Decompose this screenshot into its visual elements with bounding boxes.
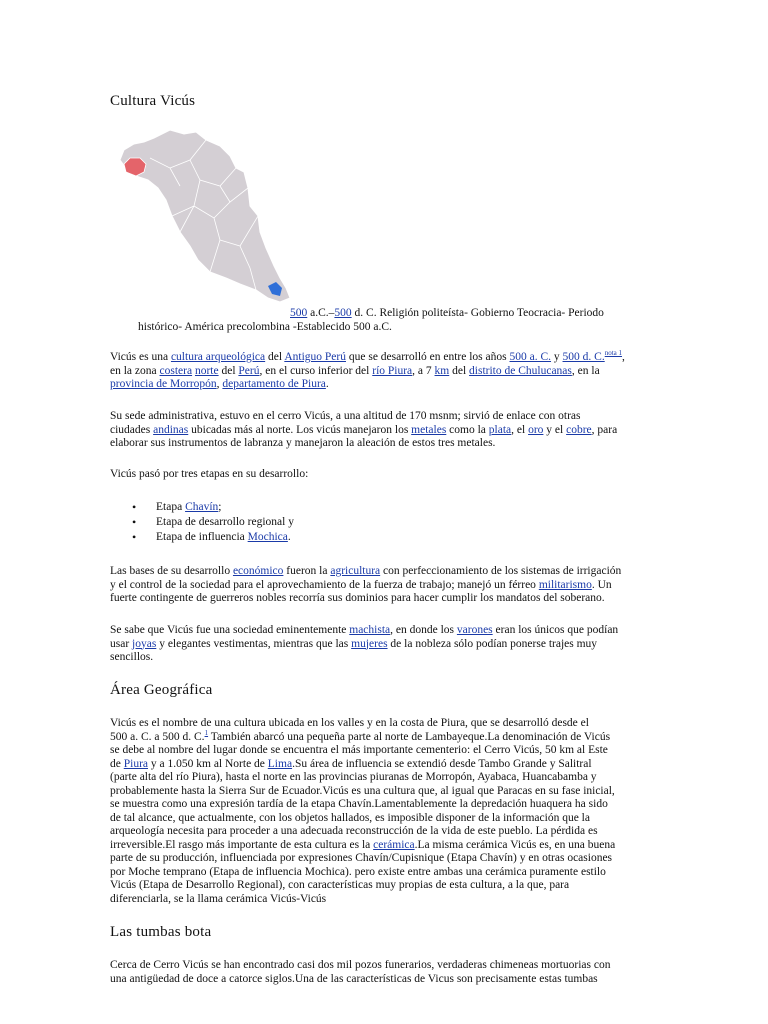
text: Vicús es una [110, 351, 171, 363]
link-500-dc[interactable]: 500 d. C. [562, 351, 605, 363]
link-metales[interactable]: metales [411, 423, 447, 436]
text-line: (parte alta del río Piura), hasta el norte en las provincias piuranas de Morropón, Ayabaca, Huancabamba y [110, 771, 597, 783]
link-agricultura[interactable]: agricultura [330, 565, 381, 577]
caption-link-500dc[interactable]: 500 [334, 307, 352, 319]
link-lima[interactable]: Lima [267, 757, 293, 770]
text-line: diferenciarla, se la llama cerámica Vicús-Vicús [110, 892, 327, 905]
paragraph-intro [110, 351, 658, 392]
link-cobre[interactable]: cobre [566, 423, 592, 436]
paragraph-area [110, 717, 658, 906]
text: ciudades [110, 423, 154, 436]
text: con perfeccionamiento de los sistemas de irrigación [380, 565, 622, 577]
text: Etapa [156, 501, 186, 513]
text-line: se debe al nombre del lugar donde se encuentra el más importante cementerio: el Cerro Vicús, 50 km al Este [110, 744, 608, 756]
caption-line-2: histórico- América precolombina -Establecido 500 a.C. [138, 320, 392, 333]
link-km[interactable]: km [434, 364, 450, 377]
text: de [110, 757, 124, 770]
link-departamento-piura[interactable]: departamento de Piura [222, 378, 326, 390]
text: , para [591, 423, 618, 436]
text-line: Vicús (Etapa de Desarrollo Regional), con características muy propias de esta cultura, a la que, para [110, 879, 570, 891]
note-link[interactable]: nota 1 [604, 349, 623, 358]
paragraph-bases [110, 565, 658, 606]
page-title: Cultura Vicús [110, 93, 196, 109]
text: . [325, 378, 329, 390]
text-line: una antigüedad de doce a catorce siglos.Una de las características de Vicus son precisamente estas tumbas [110, 972, 598, 985]
text-line: sencillos. [110, 651, 154, 663]
paragraph-tumbas [110, 959, 658, 986]
link-plata[interactable]: plata [488, 423, 512, 436]
link-piura[interactable]: Piura [123, 757, 149, 770]
text: que se desarrolló en entre los años [345, 351, 510, 363]
link-varones[interactable]: varones [456, 624, 493, 636]
link-joyas[interactable]: joyas [132, 637, 157, 650]
text-line: Cerca de Cerro Vicús se han encontrado casi dos mil pozos funerarios, verdaderas chimeneas mortuorias con [110, 959, 611, 971]
link-rio-piura[interactable]: río Piura [372, 364, 413, 377]
text-line: por Moche temprano (Etapa de influencia Mochica). pero existe entre ambas una cerámica puramente estilo [110, 865, 606, 878]
link-chavin[interactable]: Chavín [185, 501, 219, 513]
paragraph-etapas: Vicús pasó por tres etapas en su desarrollo: [110, 468, 309, 480]
text-line: parte de su producción, influenciada por expresiones Chavín/Cupisnique (Etapa Chavín) y en otras ocasiones [110, 852, 613, 864]
map-caption [138, 307, 638, 334]
text: , en la [571, 364, 600, 377]
list-item [132, 530, 294, 545]
paragraph-sociedad [110, 624, 658, 665]
text: ubicadas más al norte. Los vicús manejaron los [188, 423, 412, 436]
text: , en donde los [390, 624, 457, 636]
text: y a 1.050 km al Norte de [148, 757, 268, 770]
text: eran los únicos que podían [492, 624, 619, 636]
text-line: se muestra como una expresión tardía de la etapa Chavín.Lamentablemente la depredación huaquera ha sido [110, 798, 608, 810]
text: . [287, 531, 291, 543]
link-mochica[interactable]: Mochica [247, 531, 288, 543]
caption-text: a.C.– [307, 307, 335, 319]
text: . Un [591, 578, 612, 591]
text: y [551, 351, 563, 363]
footnote-link[interactable]: 1 [204, 728, 209, 737]
link-mujeres[interactable]: mujeres [351, 637, 388, 650]
caption-link-500ac[interactable]: 500 [290, 307, 308, 319]
link-militarismo[interactable]: militarismo [538, 578, 592, 591]
list-item [132, 515, 294, 530]
text: , el [511, 423, 529, 436]
text: , en el curso inferior del [259, 364, 373, 377]
text-line: probablemente hasta la Sierra Sur de Ecuador.Vicús es una cultura que, al igual que Paracas en su fase inicial, [110, 784, 615, 797]
link-machista[interactable]: machista [349, 624, 391, 636]
link-500-ac[interactable]: 500 a. C. [509, 351, 552, 363]
text-line: arqueología necesita para proceder a una adecuada reconstrucción de la vida de este pueblo. La pérdida es [110, 825, 598, 837]
text: , [622, 351, 625, 363]
link-distrito-chulucanas[interactable]: distrito de Chulucanas [469, 364, 572, 377]
text-line: elaborar sus instrumentos de labranza y manejaron la aleación de estos tres metales. [110, 437, 496, 449]
link-provincia-morropon[interactable]: provincia de Morropón [110, 378, 217, 390]
text-line: fuerte contingente de guerreros nobles recorría sus dominios para hacer cumplir los mandatos del soberano. [110, 592, 605, 604]
list-item [132, 500, 294, 515]
link-costera[interactable]: costera [159, 364, 193, 377]
link-antiguo-peru[interactable]: Antiguo Perú [284, 351, 346, 363]
etapas-list [132, 500, 294, 545]
link-ceramica[interactable]: cerámica [373, 838, 415, 851]
text: del [449, 364, 470, 377]
text: Se sabe que Vicús fue una sociedad eminentemente [110, 624, 350, 636]
text: usar [110, 637, 133, 650]
link-norte[interactable]: norte [194, 364, 219, 377]
text: También abarcó una pequeña parte al norte de Lambayeque.La denominación de Vicús [208, 730, 611, 743]
link-cultura-arqueologica[interactable]: cultura arqueológica [170, 351, 266, 363]
text: , a 7 [412, 364, 435, 377]
heading-area-geografica: Área Geográfica [110, 682, 213, 698]
paragraph-sede [110, 410, 658, 451]
text: y el control de la sociedad para el aprovechamiento de la fuerza de trabajo; manejó un férreo [110, 578, 539, 591]
text: irreversible.El rasgo más importante de esta cultura es la [110, 838, 374, 851]
peru-map-image [110, 128, 310, 318]
text-line: de tal alcance, que actualmente, con los objetos hallados, es imposible disponer de la información que la [110, 811, 590, 824]
text: ; [218, 501, 222, 513]
text: Las bases de su desarrollo [110, 565, 233, 577]
text: , [216, 378, 223, 390]
text-line: Vicús es el nombre de una cultura ubicada en los valles y en la costa de Piura, que se desarrolló desde el [110, 717, 589, 729]
link-economico[interactable]: económico [232, 565, 284, 577]
text: como la [446, 423, 489, 436]
text: fueron la [283, 565, 331, 577]
text: del [265, 351, 285, 363]
text: Etapa de desarrollo regional y [156, 516, 294, 528]
text: y el [543, 423, 567, 436]
text: .Su área de influencia se extendió desde Tambo Grande y Salitral [292, 757, 592, 770]
text: .La misma cerámica Vicús es, en una buena [414, 838, 616, 851]
peru-territory [120, 130, 290, 302]
text: de la nobleza sólo podían ponerse trajes muy [387, 637, 598, 650]
text: en la zona [110, 364, 160, 377]
text: 500 a. C. a 500 d. C. [110, 730, 205, 743]
text-line: Su sede administrativa, estuvo en el cerro Vicús, a una altitud de 170 msnm; sirvió de enlace con otras [110, 410, 581, 422]
text: del [218, 364, 239, 377]
link-oro[interactable]: oro [528, 423, 544, 436]
caption-text: d. C. Religión politeísta- Gobierno Teocracia- Periodo [351, 307, 604, 319]
text: Etapa de influencia [156, 531, 248, 543]
link-peru[interactable]: Perú [238, 364, 260, 377]
text: y elegantes vestimentas, mientras que las [156, 637, 352, 650]
link-andinas[interactable]: andinas [153, 423, 189, 436]
heading-tumbas-bota: Las tumbas bota [110, 924, 212, 940]
